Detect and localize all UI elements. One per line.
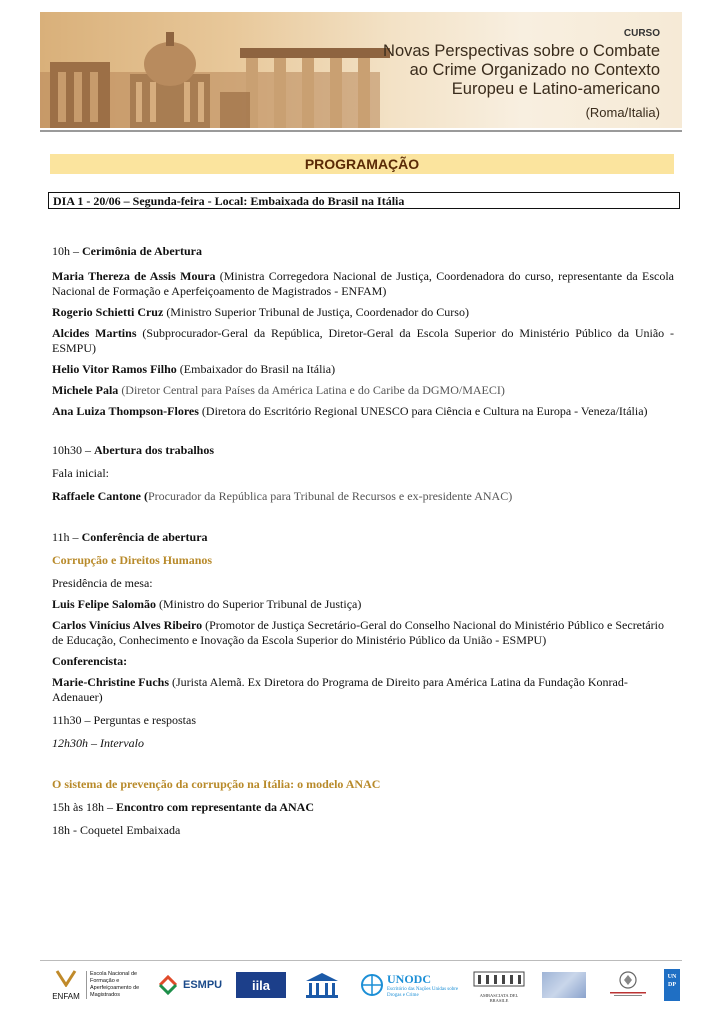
session-title: Encontro com representante da ANAC <box>116 800 314 814</box>
enfam-logo <box>50 968 150 1002</box>
embassy-text: AMBASCIATA DEL BRASILE <box>479 992 519 1003</box>
speaker-role: (Ministro do Superior Tribunal de Justiça) <box>156 597 362 611</box>
speaker-role: (Diretor Central para Países da América Latina e do Caribe da DGMO/MAECI) <box>118 383 505 397</box>
break-session: 12h30h – Intervalo <box>52 736 144 750</box>
enfam-emblem-icon <box>55 969 77 987</box>
speaker-entry <box>52 675 674 705</box>
enfam-text: Escola Nacional de Formação e Aperfeiçoamento de Magistrados <box>86 971 150 999</box>
italy-ministry-logo <box>600 968 656 1002</box>
unodc-label: UNODC <box>387 971 431 986</box>
course-title-line: ao Crime Organizado no Contexto <box>409 61 660 79</box>
session-subheading: Presidência de mesa: <box>52 576 153 590</box>
session-time: 15h às 18h – <box>52 800 116 814</box>
header-banner <box>40 12 682 128</box>
course-title <box>330 42 660 99</box>
speaker-entry <box>52 383 674 398</box>
speaker-name: Ana Luiza Thompson-Flores <box>52 404 199 418</box>
italy-emblem-icon <box>600 970 656 1000</box>
un-globe-icon <box>360 973 384 997</box>
session-heading <box>52 244 674 259</box>
session-heading <box>52 530 674 545</box>
speaker-role: (Promotor de Justiça Secretário-Geral do Conselho Nacional do Ministério Público e Secretário de Educação, Conhecimento e Inovação da Escola Superior do Ministério Público da União - ESMPU) <box>52 618 665 647</box>
session-time: 11h – <box>52 530 82 544</box>
speaker-role: (Embaixador do Brasil na Itália) <box>176 362 336 376</box>
session-title: Abertura dos trabalhos <box>94 443 215 457</box>
speaker-name: Rogerio Schietti Cruz <box>52 305 164 319</box>
session-title: Conferência de abertura <box>81 530 208 544</box>
speaker-name: Alcides Martins <box>52 326 137 340</box>
embassy-building-icon <box>472 968 526 988</box>
undp-logo <box>664 968 682 1002</box>
esmpu-logo <box>156 968 226 1002</box>
artwork-image <box>542 972 586 998</box>
speaker-entry <box>52 489 674 504</box>
speaker-name: Helio Vitor Ramos Filho <box>52 362 177 376</box>
session-title: Cerimônia de Abertura <box>82 244 202 258</box>
speaker-name: Michele Pala <box>52 383 119 397</box>
speaker-name: Carlos Vinícius Alves Ribeiro <box>52 618 203 632</box>
session-time: 10h – <box>52 244 82 258</box>
speaker-role: (Subprocurador-Geral da República, Diretor-Geral da Escola Superior do Ministério Público da União - ESMPU) <box>52 326 675 355</box>
blue-art-logo <box>542 968 588 1002</box>
banner-divider <box>40 130 682 132</box>
unesco-logo <box>304 968 348 1002</box>
speaker-entry <box>52 597 674 612</box>
enfam-label: ENFAM <box>52 992 80 1001</box>
unodc-logo <box>360 968 470 1002</box>
session-theme: O sistema de prevenção da corrupção na Itália: o modelo ANAC <box>52 777 381 791</box>
speaker-entry <box>52 618 674 648</box>
speaker-entry <box>52 362 674 377</box>
speaker-name: Luis Felipe Salomão <box>52 597 157 611</box>
speaker-entry <box>52 305 674 320</box>
speaker-role: (Diretora do Escritório Regional UNESCO para Ciência e Cultura na Europa - Veneza/Itália) <box>198 404 648 418</box>
session-subheading <box>52 654 674 669</box>
session-theme: Corrupção e Direitos Humanos <box>52 553 213 567</box>
speaker-entry <box>52 269 674 299</box>
qa-session: 11h30 – Perguntas e respostas <box>52 713 196 727</box>
session-subheading: Fala inicial: <box>52 466 109 480</box>
iila-label: iila <box>251 977 271 993</box>
iila-logo <box>236 968 288 1002</box>
day-header: DIA 1 - 20/06 – Segunda-feira - Local: Embaixada do Brasil na Itália <box>48 192 680 209</box>
unesco-temple-icon <box>304 971 340 999</box>
embassy-logo <box>472 968 528 1002</box>
course-place: (Roma/Italia) <box>585 105 660 120</box>
speaker-role: (Ministra Corregedora Nacional de Justiça, Coordenadora do curso, representante da Escola Nacional de Formação e Aperfeiçoamento de Magistrados - ENFAM) <box>52 269 675 298</box>
course-title-line: Europeu e Latino-americano <box>451 80 660 98</box>
speaker-entry <box>52 404 674 419</box>
esmpu-label: ESMPU <box>183 979 223 991</box>
esmpu-emblem-icon <box>156 973 180 997</box>
session-time: 10h30 – <box>52 443 94 457</box>
speaker-name: Maria Thereza de Assis Moura <box>52 269 216 283</box>
footer-divider <box>40 960 682 961</box>
session-subheading-text: Conferencista: <box>52 654 128 668</box>
speaker-role: Procurador da República para Tribunal de Recursos e ex-presidente ANAC) <box>147 489 513 503</box>
speaker-name: Marie-Christine Fuchs <box>52 675 169 689</box>
course-label: CURSO <box>623 28 660 39</box>
course-title-line: Novas Perspectivas sobre o Combate <box>383 42 660 60</box>
speaker-name: Raffaele Cantone ( <box>52 489 148 503</box>
speaker-role: (Ministro Superior Tribunal de Justiça, Coordenador do Curso) <box>163 305 469 319</box>
section-title: PROGRAMAÇÃO <box>50 154 674 174</box>
closing-event: 18h - Coquetel Embaixada <box>52 823 181 837</box>
unodc-text: Escritório das Nações Unidas sobre Drogas e Crime <box>387 986 459 998</box>
session-heading <box>52 800 674 815</box>
undp-label: UN DP <box>664 969 680 1001</box>
speaker-role: (Jurista Alemã. Ex Diretora do Programa de Direito para América Latina da Fundação Konrad-Adenauer) <box>52 675 628 704</box>
speaker-entry <box>52 326 674 356</box>
program-content <box>52 240 674 838</box>
session-heading <box>52 443 674 458</box>
